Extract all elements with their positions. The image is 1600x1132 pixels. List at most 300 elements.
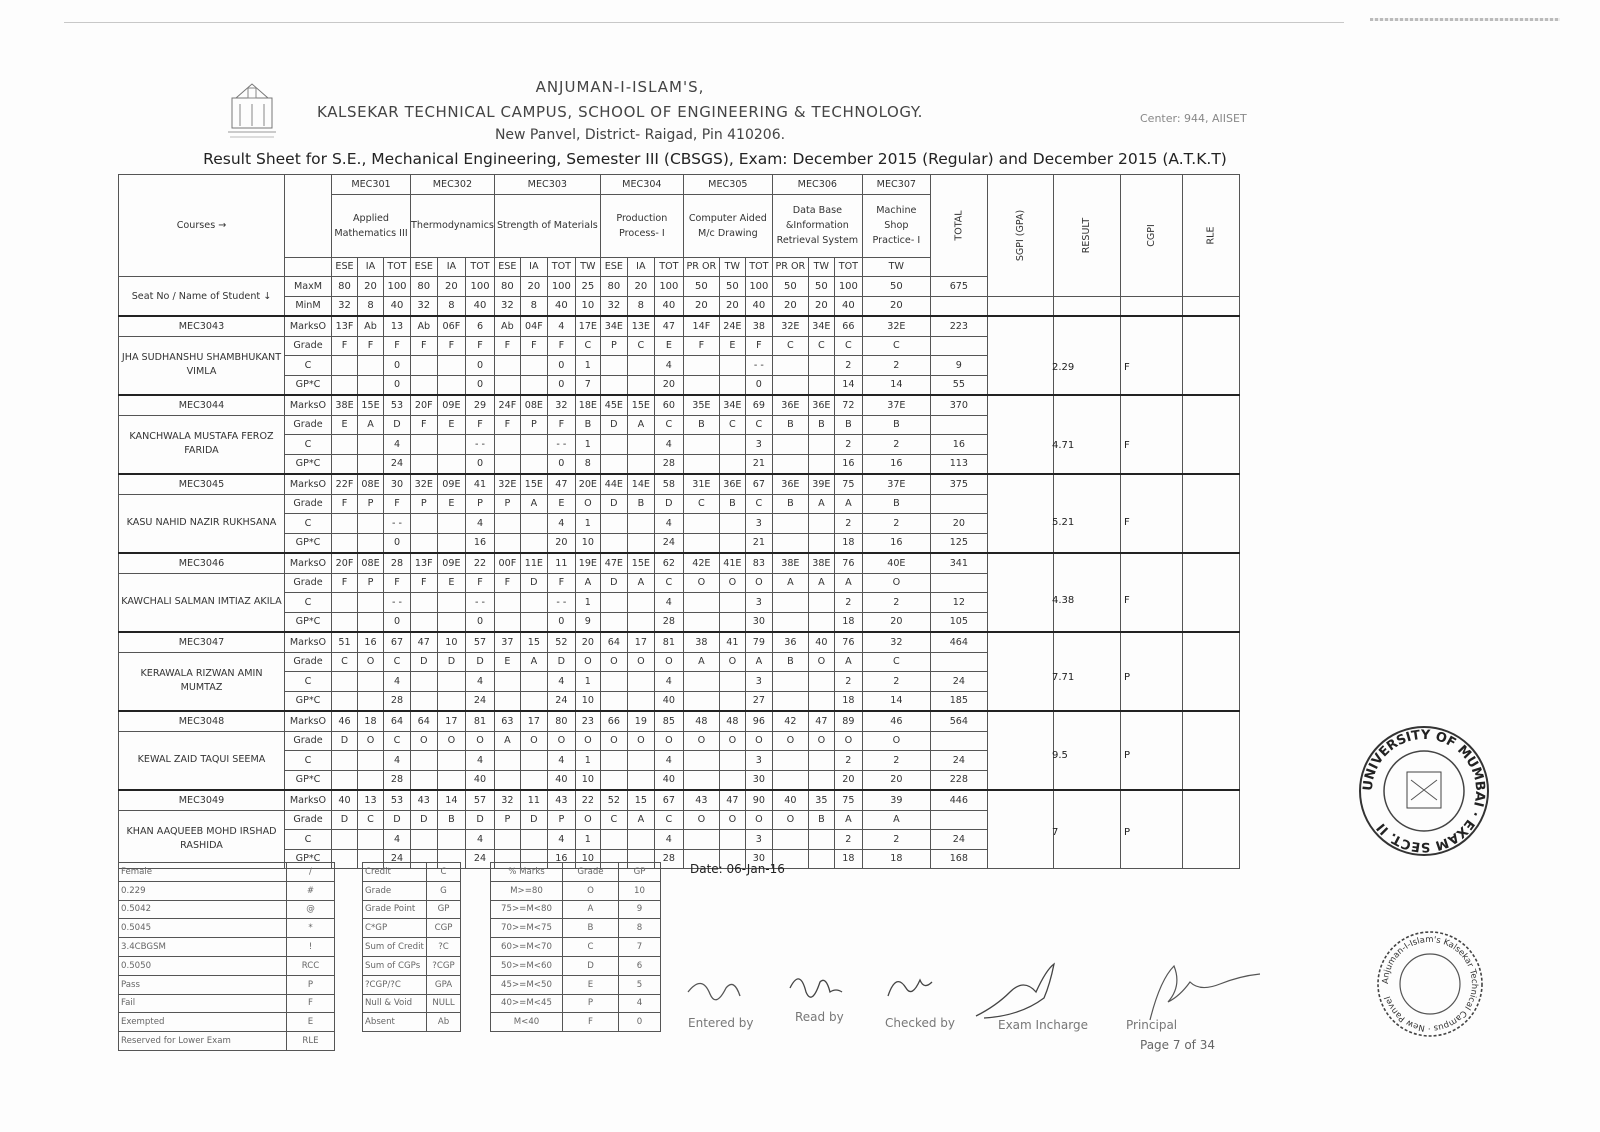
mark-cell: 47E [600,553,627,573]
mark-cell: B [834,415,862,435]
course-name: Strength of Materials [494,194,600,257]
mark-cell: D [600,415,627,435]
seat-number: MEC3045 [119,474,285,494]
mark-cell: 47 [411,632,438,652]
mark-cell [683,356,719,376]
legend-row [491,900,661,919]
sgpi-cell [987,790,1053,869]
mark-cell [437,375,466,395]
minm-value: 8 [520,296,547,316]
mark-cell [772,375,808,395]
mark-cell: 4 [654,593,683,613]
maxm-value: 50 [862,277,930,297]
result-value: P [1124,827,1131,838]
mark-cell [358,751,384,771]
minm-value: 20 [719,296,745,316]
mark-cell: 10 [437,632,466,652]
mark-cell: - - [384,593,411,613]
mark-cell [808,830,834,850]
maxm-value: 100 [466,277,495,297]
mark-cell: 9 [575,612,600,632]
mark-cell: O [745,731,772,751]
mark-cell: 35E [683,395,719,415]
legend-cell: 6 [619,956,661,975]
mark-cell: 28 [384,770,411,790]
mark-cell [494,672,520,692]
mark-cell [520,751,547,771]
mark-cell: 63 [494,711,520,731]
mark-cell: P [547,810,575,830]
total-cell: 564 [930,711,987,731]
sub-column-header: ESE [494,257,520,277]
total-cell: 24 [930,751,987,771]
mark-cell: 15 [627,790,654,810]
legend-cell: 45>=M<50 [491,975,563,994]
mark-cell: 28 [654,454,683,474]
mark-cell: O [719,810,745,830]
legend-cell: C*GP [363,919,427,938]
mark-cell: 85 [654,711,683,731]
mark-cell: 14 [862,375,930,395]
mark-cell: D [332,731,358,751]
mark-cell: O [654,652,683,672]
mark-cell [808,770,834,790]
mark-cell: 08E [520,395,547,415]
mark-cell: 20E [575,474,600,494]
minm-value: 20 [772,296,808,316]
mark-cell: 24E [719,316,745,336]
mark-cell [808,672,834,692]
row-label: MarksO [285,395,332,415]
mark-cell: 37 [494,632,520,652]
mark-cell [627,593,654,613]
mark-cell [358,612,384,632]
mark-cell: 08E [358,474,384,494]
mark-cell: - - [384,514,411,534]
mark-cell: 19E [575,553,600,573]
mark-cell [719,770,745,790]
mark-cell [627,454,654,474]
sgpi-cell [987,395,1053,474]
mark-cell: 0 [384,375,411,395]
mark-cell [772,770,808,790]
mark-cell: 60 [654,395,683,415]
mark-cell [494,830,520,850]
mark-cell: 20F [411,395,438,415]
mark-cell: 96 [745,711,772,731]
mark-cell: A [627,573,654,593]
mark-cell: 1 [575,356,600,376]
minm-value: 40 [654,296,683,316]
mark-cell [772,691,808,711]
mark-cell: 2 [862,514,930,534]
mark-cell: 21 [745,454,772,474]
total-cell: 9 [930,356,987,376]
sgpi-cell [987,316,1053,395]
mark-cell: 30 [745,612,772,632]
row-label: C [285,593,332,613]
mark-cell: 20 [862,612,930,632]
row-label: C [285,435,332,455]
mark-cell: 76 [834,632,862,652]
mark-cell: F [332,336,358,356]
mark-cell: 40 [654,770,683,790]
mark-cell: 90 [745,790,772,810]
mark-cell: 39 [862,790,930,810]
cgpi-header-text: CGPI [1145,223,1157,247]
mark-cell [808,751,834,771]
mark-cell: P [520,415,547,435]
mark-cell [411,751,438,771]
mark-cell: 2 [862,435,930,455]
top-rule-right [1370,18,1560,21]
student-markso-row [119,395,1240,415]
mark-cell: P [411,494,438,514]
mark-cell: 22F [332,474,358,494]
mark-cell: 4 [384,672,411,692]
rle-cell [1182,316,1239,395]
mark-cell [494,435,520,455]
minm-value: 40 [745,296,772,316]
mark-cell: 43 [683,790,719,810]
mark-cell: C [808,336,834,356]
legend-row [119,1013,335,1032]
mark-cell [627,830,654,850]
mark-cell: 2 [862,593,930,613]
sgpi-header [987,175,1053,297]
mark-cell: O [683,731,719,751]
mark-cell: 72 [834,395,862,415]
mark-cell: 13F [332,316,358,336]
legend-row [119,863,335,882]
mark-cell: 30 [745,849,772,869]
mark-cell [411,612,438,632]
rle-cell [1182,395,1239,474]
mark-cell: D [520,810,547,830]
result-date: Date: 06-Jan-16 [690,862,785,876]
total-cell: 370 [930,395,987,415]
mark-cell: 34E [719,395,745,415]
sgpi-cell [987,632,1053,711]
mark-cell: 8 [575,454,600,474]
cgpi-cell [1120,395,1182,474]
legend-row [363,956,461,975]
mark-cell: 4 [654,514,683,534]
minm-value: 40 [834,296,862,316]
mark-cell: 16 [862,533,930,553]
seat-number: MEC3048 [119,711,285,731]
mark-cell [332,849,358,869]
mark-cell: 3 [745,830,772,850]
legend-cell: Reserved for Lower Exam [119,1032,287,1051]
mark-cell [332,435,358,455]
legend-cell: # [287,881,335,900]
course-name: Computer Aided M/c Drawing [683,194,772,257]
mark-cell: 24 [466,691,495,711]
mark-cell: B [627,494,654,514]
mark-cell: 4 [547,514,575,534]
mark-cell: A [494,731,520,751]
minm-value: 8 [437,296,466,316]
mark-cell: - - [466,593,495,613]
mark-cell [411,375,438,395]
mark-cell: 4 [466,830,495,850]
mark-cell: 17 [627,632,654,652]
mark-cell: 16 [358,632,384,652]
mark-cell: 37E [862,395,930,415]
mark-cell: F [384,336,411,356]
mark-cell [719,356,745,376]
legend-cell: Exempted [119,1013,287,1032]
legend-row [119,881,335,900]
mark-cell: 81 [654,632,683,652]
legend-cell: 70>=M<75 [491,919,563,938]
legend-cell: Sum of CGPs [363,956,427,975]
mark-cell [627,375,654,395]
mark-cell: 40 [654,691,683,711]
student-markso-row [119,553,1240,573]
mark-cell [600,691,627,711]
legend-row [491,975,661,994]
mark-cell: 18 [862,849,930,869]
student-name: KERAWALA RIZWAN AMIN MUMTAZ [119,652,285,711]
sgpi-value: 2.29 [1052,362,1075,373]
mark-cell: 38 [683,632,719,652]
legend-cell: 9 [619,900,661,919]
row-label: Grade [285,415,332,435]
mark-cell [808,356,834,376]
mark-cell: O [719,573,745,593]
mark-cell: A [683,652,719,672]
mark-cell: C [358,810,384,830]
mark-cell: 04F [520,316,547,336]
mark-cell: P [358,494,384,514]
total-cell: 228 [930,770,987,790]
mark-cell: E [332,415,358,435]
mark-cell: O [358,731,384,751]
mark-cell: 4 [384,751,411,771]
mark-cell [520,533,547,553]
minm-value: 32 [411,296,438,316]
mark-cell: 24 [547,691,575,711]
mark-cell: 24 [384,454,411,474]
mark-cell: Ab [358,316,384,336]
mark-cell: 09E [437,474,466,494]
legend-cell: 60>=M<70 [491,938,563,957]
mark-cell: 41 [719,632,745,652]
mark-cell: 4 [384,435,411,455]
read-by-label: Read by [795,1010,844,1024]
rle-header-text: RLE [1205,226,1217,245]
mark-cell: O [772,810,808,830]
mark-cell: 4 [654,672,683,692]
mark-cell: C [627,336,654,356]
mark-cell: 08E [358,553,384,573]
mark-cell [719,691,745,711]
legend-cell: / [287,863,335,882]
mark-cell [437,751,466,771]
mark-cell: 2 [862,356,930,376]
mark-cell [358,435,384,455]
mark-cell: 44E [600,474,627,494]
legend-cell: M<40 [491,1013,563,1032]
mark-cell: E [547,494,575,514]
minm-value: 40 [547,296,575,316]
legend-cell: Absent [363,1013,427,1032]
student-markso-row [119,316,1240,336]
mark-cell: E [437,415,466,435]
mark-cell [332,672,358,692]
legend-row [491,919,661,938]
mark-cell: 24 [466,849,495,869]
sub-column-header: TW [719,257,745,277]
mark-cell: 0 [547,454,575,474]
mark-cell: F [494,336,520,356]
mark-cell: 40 [772,790,808,810]
mark-cell: E [719,336,745,356]
legend-row [119,956,335,975]
mark-cell: 28 [654,849,683,869]
legend-cell: C [563,938,619,957]
mark-cell [411,435,438,455]
mark-cell: 13 [384,316,411,336]
mark-cell [808,691,834,711]
mark-cell: 40E [862,553,930,573]
total-header-text: TOTAL [953,210,965,241]
legend-grade-scale [490,862,661,1032]
minm-value: 32 [600,296,627,316]
cgpi-header [1120,175,1182,297]
mark-cell: 0 [547,375,575,395]
legend-cell: Grade Point [363,900,427,919]
mark-cell: 4 [547,316,575,336]
college-stamp [1374,928,1486,1040]
mark-cell: 23 [575,711,600,731]
mark-cell: D [384,810,411,830]
mark-cell: 35 [808,790,834,810]
mark-cell: O [683,573,719,593]
mark-cell: 06F [437,316,466,336]
mark-cell [719,612,745,632]
total-cell: 446 [930,790,987,810]
course-code: MEC304 [600,175,683,195]
mark-cell [627,691,654,711]
maxm-value: 50 [719,277,745,297]
legend-cell: 4 [619,994,661,1013]
minm-value: 20 [683,296,719,316]
mark-cell [627,533,654,553]
row-label: GP*C [285,691,332,711]
legend-row [491,956,661,975]
mark-cell: D [332,810,358,830]
mark-cell [358,672,384,692]
legend-cell: 8 [619,919,661,938]
mark-cell: 38E [332,395,358,415]
mark-cell [719,514,745,534]
mark-cell: A [358,415,384,435]
legend-cell: Sum of Credit [363,938,427,957]
mark-cell [520,672,547,692]
legend-cell: 50>=M<60 [491,956,563,975]
row-label: C [285,356,332,376]
legend-header-row [491,863,661,882]
row-label: GP*C [285,849,332,869]
maxm-label: MaxM [285,277,332,297]
mark-cell: O [627,731,654,751]
legend-cell: B [563,919,619,938]
mark-cell: F [332,573,358,593]
mark-cell: 0 [384,356,411,376]
row-label: GP*C [285,375,332,395]
mark-cell: P [358,573,384,593]
blank-cell [1182,296,1239,316]
mark-cell: 4 [654,435,683,455]
college-logo [222,80,282,144]
mark-cell [683,593,719,613]
mark-cell: 64 [384,711,411,731]
mark-cell: 11 [520,790,547,810]
mark-cell: 4 [654,356,683,376]
mark-cell: 10 [575,849,600,869]
legend-cell: P [563,994,619,1013]
sgpi-value: 4.38 [1052,594,1075,606]
mark-cell: 10 [575,770,600,790]
mark-cell [332,691,358,711]
mark-cell: E [437,494,466,514]
cgpi-cell [1120,474,1182,553]
mark-cell [411,514,438,534]
mark-cell: F [384,573,411,593]
mark-cell [772,435,808,455]
mark-cell: 17E [575,316,600,336]
minm-value: 32 [494,296,520,316]
mark-cell [411,454,438,474]
mark-cell: B [808,415,834,435]
mark-cell [494,751,520,771]
sub-column-header: PR OR [683,257,719,277]
mark-cell: F [466,336,495,356]
minm-value: 10 [575,296,600,316]
mark-cell: 0 [466,375,495,395]
mark-cell: F [547,573,575,593]
legend-cell: Female [119,863,287,882]
mark-cell: O [520,731,547,751]
minm-value: 8 [358,296,384,316]
mark-cell: 22 [575,790,600,810]
mark-cell [772,356,808,376]
mark-cell [772,830,808,850]
seat-number: MEC3044 [119,395,285,415]
mark-cell [332,375,358,395]
mark-cell: 75 [834,474,862,494]
course-code: MEC303 [494,175,600,195]
legend-cell: ?CGP [427,956,461,975]
sub-column-header: ESE [411,257,438,277]
legend-row [491,1013,661,1032]
mark-cell [600,751,627,771]
mark-cell: C [834,336,862,356]
mark-cell: 40 [332,790,358,810]
mark-cell [494,593,520,613]
sgpi-value: 5.21 [1052,517,1075,528]
maxm-value: 100 [654,277,683,297]
row-label: MarksO [285,474,332,494]
sub-column-header: TOT [466,257,495,277]
minm-value: 32 [332,296,358,316]
sub-column-header: TOT [547,257,575,277]
minm-row [119,296,1240,316]
legend-cell: 10 [619,881,661,900]
